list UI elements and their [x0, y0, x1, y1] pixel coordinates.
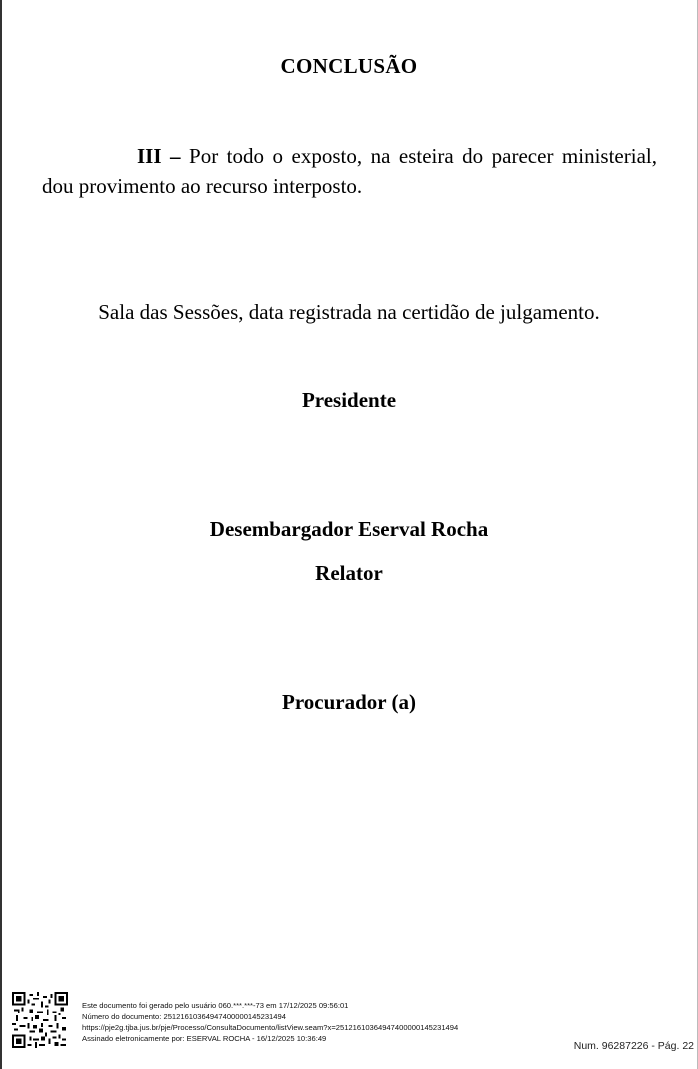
footer-document-number: Número do documento: 25121610364947400000145231494: [82, 1012, 286, 1021]
page-number: Num. 96287226 - Pág. 22: [573, 1040, 694, 1052]
footer-url[interactable]: https://pje2g.tjba.jus.br/pje/Processo/ConsultaDocumento/listView.seam?x=25121610364947400000145231494: [82, 1023, 459, 1032]
footer-generated-line: Este documento foi gerado pelo usuário 060.***.***-73 em 17/12/2025 09:56:01: [82, 1001, 349, 1010]
session-line: Sala das Sessões, data registrada na certidão de julgamento.: [98, 300, 600, 324]
president-label: Presidente: [301, 388, 397, 412]
paragraph-text: Por todo o exposto, na esteira do parecer ministerial, dou provimento ao recurso interposto.: [42, 144, 657, 198]
qr-code-icon: [12, 992, 68, 1048]
paragraph-lead: III –: [137, 144, 190, 168]
footer-signature-info: [82, 1000, 458, 1044]
footer-signed-by: Assinado eletronicamente por: ESERVAL ROCHA - 16/12/2025 10:36:49: [82, 1034, 327, 1043]
conclusion-paragraph: [42, 141, 657, 201]
rapporteur-name: Desembargador Eserval Rocha: [209, 517, 489, 541]
document-title: CONCLUSÃO: [280, 54, 418, 78]
prosecutor-label: Procurador (a): [282, 690, 416, 714]
rapporteur-role: Relator: [315, 561, 383, 585]
